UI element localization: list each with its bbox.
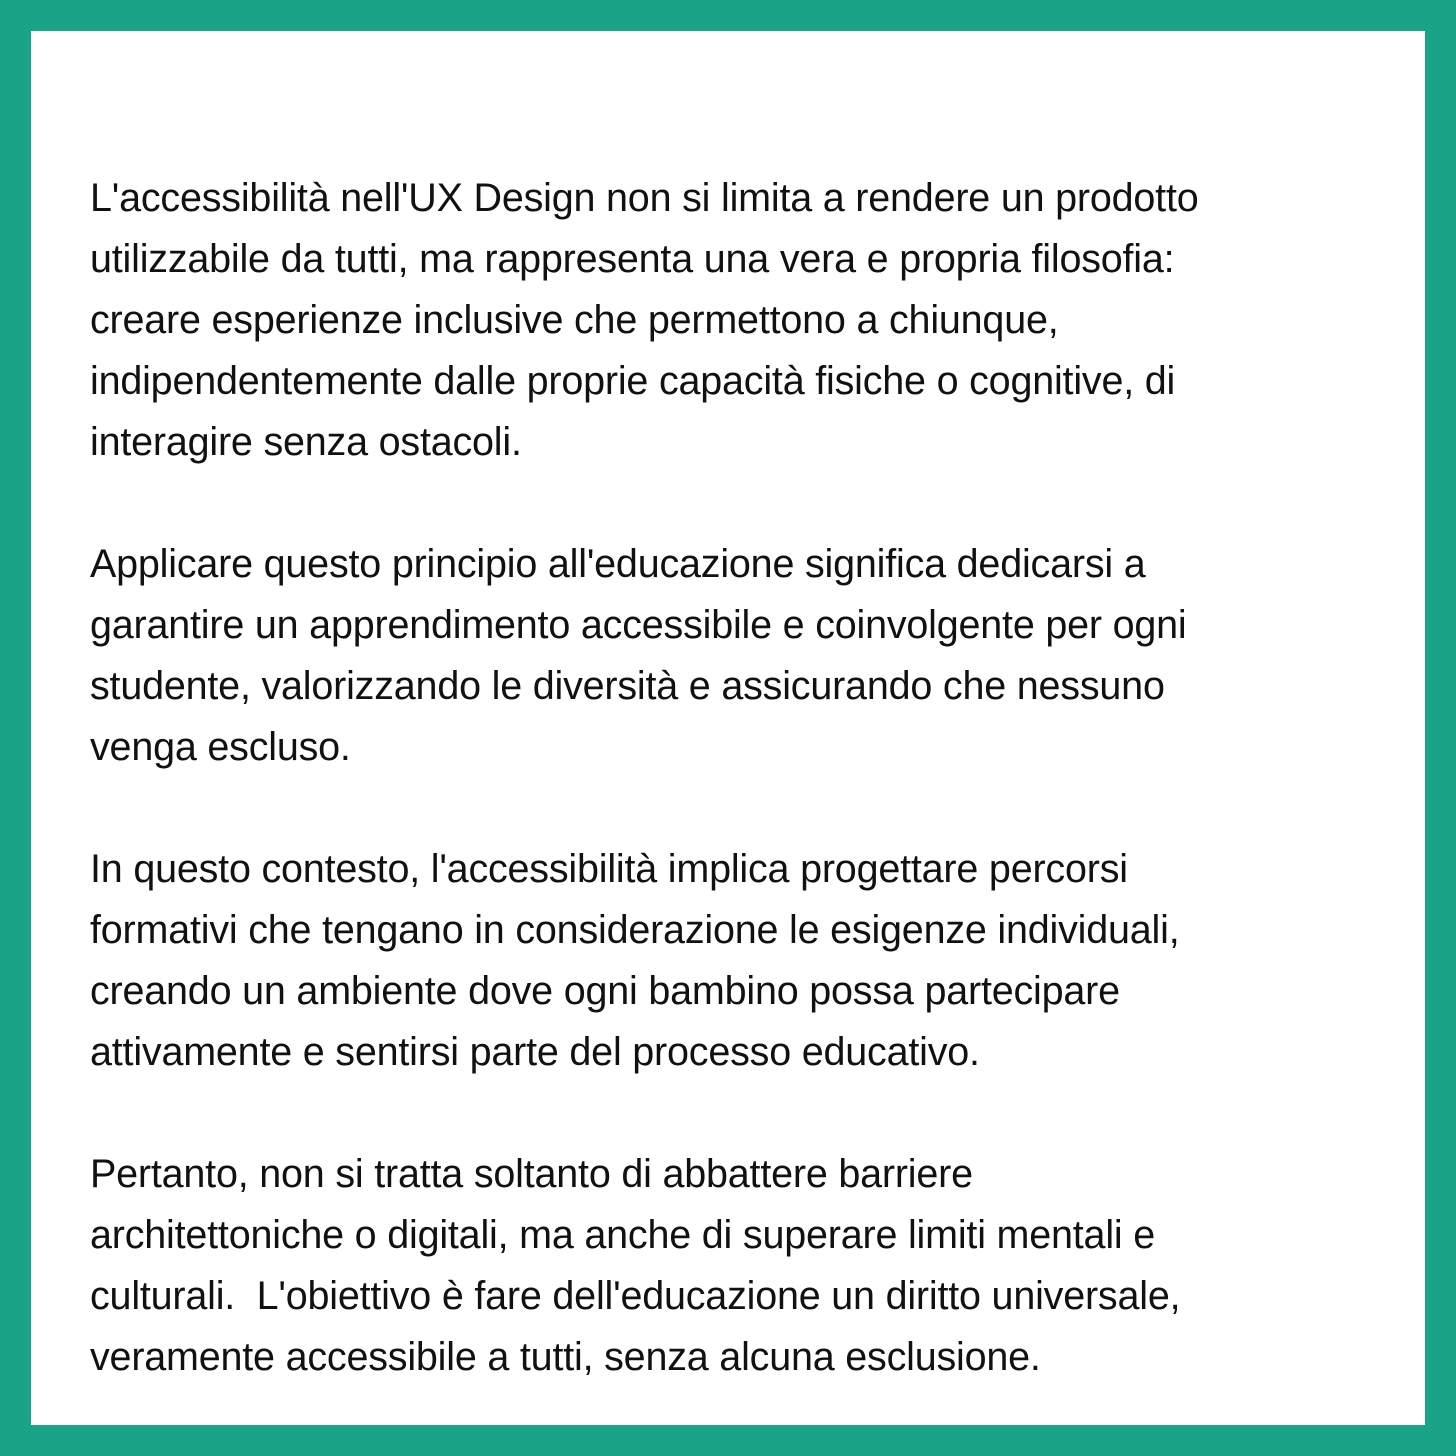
paragraph-line: studente, valorizzando le diversità e assicurando che nessuno — [90, 664, 1165, 708]
paragraph-line: garantire un apprendimento accessibile e coinvolgente per ogni — [90, 603, 1187, 647]
paragraph-line: architettoniche o digitali, ma anche di superare limiti mentali e — [90, 1213, 1156, 1257]
paragraph-line: creando un ambiente dove ogni bambino possa partecipare — [90, 969, 1120, 1013]
paragraph-spacer — [90, 778, 1380, 839]
body-text — [90, 168, 1380, 1388]
paragraph-spacer — [90, 473, 1380, 534]
paragraph-1 — [90, 168, 1380, 473]
paragraph-3 — [90, 839, 1380, 1083]
paragraph-line: Applicare questo principio all'educazione significa dedicarsi a — [90, 542, 1146, 586]
paragraph-4 — [90, 1144, 1380, 1388]
paragraph-line: creare esperienze inclusive che permettono a chiunque, — [90, 298, 1059, 342]
paragraph-2 — [90, 534, 1380, 778]
paragraph-line: indipendentemente dalle proprie capacità fisiche o cognitive, di — [90, 359, 1176, 403]
paragraph-line: attivamente e sentirsi parte del processo educativo. — [90, 1030, 980, 1074]
paragraph-line: utilizzabile da tutti, ma rappresenta una vera e propria filosofia: — [90, 237, 1175, 281]
paragraph-spacer — [90, 1083, 1380, 1144]
paragraph-line: veramente accessibile a tutti, senza alcuna esclusione. — [90, 1335, 1041, 1379]
paragraph-line: venga escluso. — [90, 725, 351, 769]
paragraph-line: L'accessibilità nell'UX Design non si limita a rendere un prodotto — [90, 176, 1199, 220]
text-card — [31, 31, 1425, 1425]
paragraph-line: formativi che tengano in considerazione le esigenze individuali, — [90, 908, 1180, 952]
paragraph-line: culturali. L'obiettivo è fare dell'educazione un diritto universale, — [90, 1274, 1181, 1318]
paragraph-line: In questo contesto, l'accessibilità implica progettare percorsi — [90, 847, 1128, 891]
paragraph-line: interagire senza ostacoli. — [90, 420, 522, 464]
paragraph-line: Pertanto, non si tratta soltanto di abbattere barriere — [90, 1152, 973, 1196]
